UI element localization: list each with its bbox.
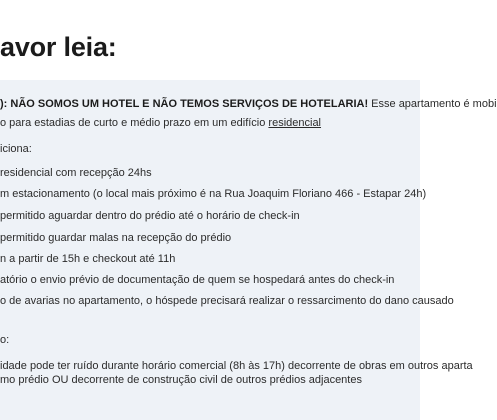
notice-warning: ): NÃO SOMOS UM HOTEL E NÃO TEMOS SERVIÇOS DE HOTELARIA! xyxy=(0,98,369,110)
section2-line: idade pode ter ruído durante horário comercial (8h às 17h) decorrente de obras em outros aparta xyxy=(0,360,473,372)
list-item: permitido guardar malas na recepção do prédio xyxy=(0,232,232,244)
residencial-link[interactable]: residencial xyxy=(268,117,322,129)
list-item: m estacionamento (o local mais próximo é na Rua Joaquim Floriano 466 - Estapar 24h) xyxy=(0,188,427,200)
list-item: n a partir de 15h e checkout até 11h xyxy=(0,253,176,265)
notice-rest: Esse apartamento é mobi xyxy=(368,98,497,110)
list-item: atório o envio prévio de documentação de quem se hospedará antes do check-in xyxy=(0,274,395,286)
notice-line-2 xyxy=(0,117,321,129)
list-item: residencial com recepção 24hs xyxy=(0,167,152,179)
notice-line-1 xyxy=(0,98,497,110)
house-rules-panel xyxy=(0,80,497,420)
notice-line-2-text: o para estadias de curto e médio prazo em um edifício xyxy=(0,117,269,129)
page-heading: avor leia: xyxy=(0,32,117,62)
list-item: permitido aguardar dentro do prédio até o horário de check-in xyxy=(0,210,300,222)
list-item: o de avarias no apartamento, o hóspede precisará realizar o ressarcimento do dano causado xyxy=(0,295,454,307)
section2-title: o: xyxy=(0,334,10,346)
section2-line: mo prédio OU decorrente de construção civil de outros prédios adjacentes xyxy=(0,374,362,386)
section1-title: iciona: xyxy=(0,143,32,155)
